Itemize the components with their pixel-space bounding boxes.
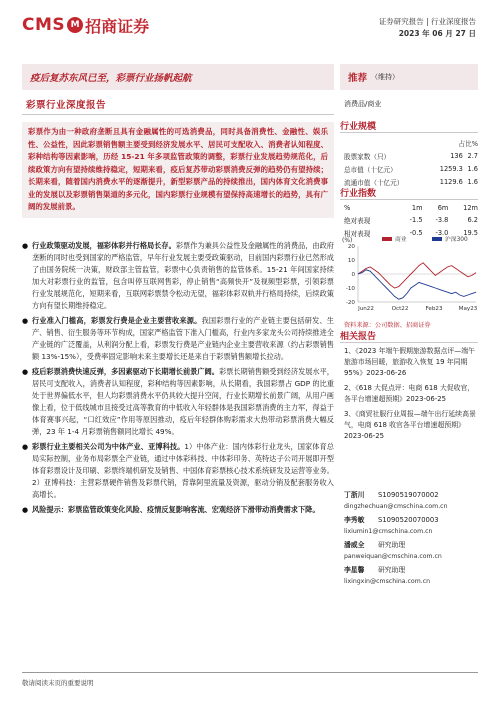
- row-label: 绝对表现: [344, 216, 371, 225]
- table-header-row: [344, 202, 478, 213]
- report-header-info: [379, 16, 476, 40]
- footer-note: 敬请阅读末页的重要说明: [22, 679, 94, 687]
- chart-source: 资料来源：公司数据、招商证券: [344, 322, 431, 329]
- section-title: 彩票行业深度报告: [26, 100, 107, 111]
- logo-badge-icon: M: [67, 17, 83, 33]
- scale-pct: 1.6: [467, 178, 478, 187]
- related-heading: 相关报告: [340, 332, 377, 342]
- analyst-email[interactable]: panweiquan@cmschina.com.cn: [344, 553, 442, 560]
- analyst-entry: [344, 490, 478, 512]
- bullet-icon: ●: [22, 443, 29, 451]
- table-row: [344, 149, 478, 162]
- bullet-lead: 彩票行业主要相关公司为中体产业、亚博科技。: [32, 442, 185, 451]
- related-item[interactable]: 1、《2023 年端午假期旅游数据点评—端午旅游市场回暖，旅游收入恢复 19 年同期 95%》2023-06-26: [344, 347, 475, 377]
- analyst-id: S1090520070003: [378, 516, 439, 524]
- scale-label: 流通市值（十亿元）: [344, 179, 404, 188]
- cell: -0.5: [409, 228, 423, 237]
- report-type: 证券研究报告 | 行业深度报告: [378, 17, 476, 26]
- scale-label: 总市值（十亿元）: [344, 165, 397, 174]
- analyst-entry: [344, 565, 478, 587]
- related-list: [344, 346, 476, 446]
- bullet-text: 彩票长期销售额受到经济发展水平，居民可支配收入，消费者认知程度，彩种结构等因素影响，从长期看，我国彩票占 GDP 的比重处于世界偏低水平，但人均彩票消费水平仍具较大提升空间，行业长期增长前景广阔，从用户画像上看，位于低线城市且接受过高等教育的中低收入年轻群体是我国彩票消费的主力军，得益于体育赛事兴起，“口红效应”作用等原因推动，疫后年轻群体购彩需求大热带动彩票消费大幅反弹，23 年 1-4 月彩票销售额同比增长 49%。: [32, 367, 334, 436]
- bullet-text: 彩票作为兼具公益性及金融属性的消费品，由政府垄断的同时也受到国家的严格监管，早年行业发展主要受政策驱动，目前国内彩票行业已然形成了由国务院统一决策，财政部主管监管，彩票中心负责销售的监管体系。15-21 年间国家持续加大对彩票行业的监管，包含叫停互联网售彩，停止销售“高频快开”及视频型彩票，引领彩票行业发展规范化，短期来看，互联网彩票禁令松动无望，福彩体彩双轨并行格局持续，后续政策方向有望长期维持稳定。: [32, 241, 334, 310]
- scale-value: 1259.3: [439, 164, 463, 173]
- bullet-text: 1）中体产业：国内体彩行业龙头，国家体育总局实际控制，业务布局彩票全产业链，通过中体彩科技、中体彩印务、英特达子公司开展即开型体育彩票设计及印刷、彩票终端机研发及销售、中国体育彩票核心技术系统研发及运营等业务。2）亚博科技：主营彩票硬件销售及彩票代销，背靠阿里流量及资源，驱动分销及配套服务收入高增长。: [32, 442, 334, 499]
- bullet-lead: 风险提示：彩票监管政策变化风险、疫情反复影响客流、宏观经济下滑带动消费需求下降。: [32, 505, 320, 514]
- scale-pct: 2.7: [467, 151, 478, 160]
- company-logo: [22, 14, 149, 36]
- y-tick-label: 0: [351, 272, 355, 278]
- analyst-list: [344, 490, 478, 590]
- cell: -1.5: [409, 215, 423, 224]
- cell: 6.2: [467, 215, 478, 224]
- row-label: 相对表现: [344, 229, 371, 238]
- y-tick-label: -10: [345, 286, 355, 292]
- scale-unit: 占比%: [458, 139, 478, 148]
- y-tick-label: 10: [347, 258, 355, 264]
- bullet-list: [22, 240, 334, 519]
- analyst-entry: [344, 515, 478, 537]
- y-axis-label: (%): [342, 237, 353, 244]
- scale-value: 1129.6: [439, 178, 463, 187]
- related-divider: [340, 342, 478, 343]
- scale-unit-row: [344, 136, 478, 149]
- summary-box: 彩票作为由一种政府垄断且具有金融属性的可选消费品，同时具备消费性、金融性、娱乐性、公益性，因此彩票销售额主要受到经济发展水平、居民可支配收入、消费者认知程度、彩种结构等因素影响，历经 15-21 年多项监管政策的调整，彩票行业发展趋势规范化，后续政策方向有望持续维持稳定，短期来看，疫后复苏带动彩票消费反弹的趋势仍有望持续；长期来看，随着国内消费水平的逐渐提升，新型彩票产品的持续推出，国内体育文化消费事业的发展以及彩票销售渠道的多元化，国内彩票行业规模有望保持高速增长的趋势，具有广阔的发展前景。: [22, 122, 334, 218]
- footer-divider: [22, 672, 478, 673]
- analyst-email[interactable]: lixiumin1@cmschina.com.cn: [344, 528, 433, 535]
- legend-label-2: 沪深300: [445, 237, 468, 243]
- bullet-lead: 疫后彩票消费快速反弹，多因素驱动下长期增长前景广阔。: [32, 367, 219, 376]
- bullet-item: [22, 315, 334, 363]
- analyst-id: 研究助理: [378, 566, 406, 574]
- cell: -3.0: [435, 228, 449, 237]
- bullet-icon: ●: [22, 242, 29, 250]
- bullet-item: [22, 441, 334, 501]
- rating-label: 推荐: [348, 73, 368, 84]
- col-header: %: [344, 203, 351, 212]
- report-title: 疫后复苏东风已至，彩票行业扬帆起航: [30, 73, 192, 84]
- x-tick-label: Oct22: [391, 306, 409, 312]
- related-item[interactable]: 3、《商贸社服行业周报—端午出行延续高景气，电商 618 收官各平台增速超预期》2023-06-25: [344, 410, 476, 440]
- cell: 19.5: [463, 228, 478, 237]
- analyst-entry: [344, 540, 478, 562]
- cell: -3.8: [435, 215, 449, 224]
- rating-box: [340, 64, 478, 90]
- scale-divider: [340, 132, 478, 133]
- bullet-icon: ●: [22, 368, 29, 376]
- related-item[interactable]: 2、《618 大促点评：电商 618 大促收官，各平台增速超预期》2023-06-25: [344, 384, 475, 403]
- x-tick-label: Jun22: [358, 306, 374, 312]
- report-date: 2023 年 06 月 27 日: [398, 29, 476, 38]
- logo-latin: CMS: [22, 15, 66, 35]
- bullet-icon: ●: [22, 317, 29, 325]
- performance-chart-svg: [340, 234, 480, 316]
- y-tick-label: 20: [347, 244, 355, 250]
- index-divider: [340, 199, 478, 200]
- x-tick-label: Feb23: [425, 306, 443, 312]
- bullet-lead: 行业准入门槛高，彩票发行费是企业主要营收来源。: [32, 316, 202, 325]
- index-heading: 行业指数: [340, 189, 377, 199]
- bullet-item: [22, 366, 334, 438]
- analyst-name: 潘威全: [344, 541, 365, 549]
- analyst-email[interactable]: lixingxin@cmschina.com.cn: [344, 578, 431, 585]
- analyst-email[interactable]: dingzhechuan@cmschina.com.cn: [344, 503, 448, 510]
- industry-tag: 消费品/商业: [344, 100, 382, 108]
- logo-cn: 招商证券: [85, 16, 150, 36]
- table-row: [344, 162, 478, 175]
- analyst-name: 李星馨: [344, 566, 365, 574]
- scale-pct: 1.6: [467, 164, 478, 173]
- bullet-text: 我国彩票行业的产业链主要包括研发、生产、销售、衍生服务等环节构成，国家严格监管下准入门槛高，行业内多家龙头公司持续推进全产业链的广泛覆盖，从利润分配上看，彩票发行费是产业链内企业主要营收来源（约占彩票销售额 13%-15%），受费率固定影响未来主要增长还是来自于彩票销售额增长拉动。: [32, 316, 334, 361]
- report-title-banner: [22, 64, 334, 90]
- table-row: [344, 213, 478, 226]
- analyst-id: 研究助理: [378, 541, 406, 549]
- col-header: 1m: [411, 203, 423, 212]
- col-header: 6m: [437, 203, 449, 212]
- scale-value: 136: [450, 151, 463, 160]
- legend-swatch-1: [382, 237, 392, 241]
- legend-label-1: 商业: [395, 237, 407, 243]
- legend-swatch-2: [432, 237, 442, 241]
- rating-sub: （维持）: [371, 73, 400, 81]
- analyst-name: 李秀敏: [344, 516, 365, 524]
- analyst-id: S1090519070002: [378, 491, 439, 499]
- bullet-item: [22, 504, 334, 516]
- scale-heading: 行业规模: [340, 122, 377, 132]
- x-tick-label: May23: [458, 306, 478, 312]
- scale-table: [344, 136, 478, 189]
- analyst-name: 丁浙川: [344, 491, 365, 499]
- bullet-icon: ●: [22, 506, 29, 514]
- scale-label: 股票家数（只）: [344, 152, 391, 161]
- bullet-item: [22, 240, 334, 312]
- bullet-lead: 行业政策驱动发展，福彩体彩并行格局长存。: [32, 241, 176, 250]
- section-divider: [22, 114, 334, 115]
- performance-chart: [340, 234, 480, 316]
- y-tick-label: -20: [345, 300, 355, 306]
- col-header: 12m: [463, 203, 478, 212]
